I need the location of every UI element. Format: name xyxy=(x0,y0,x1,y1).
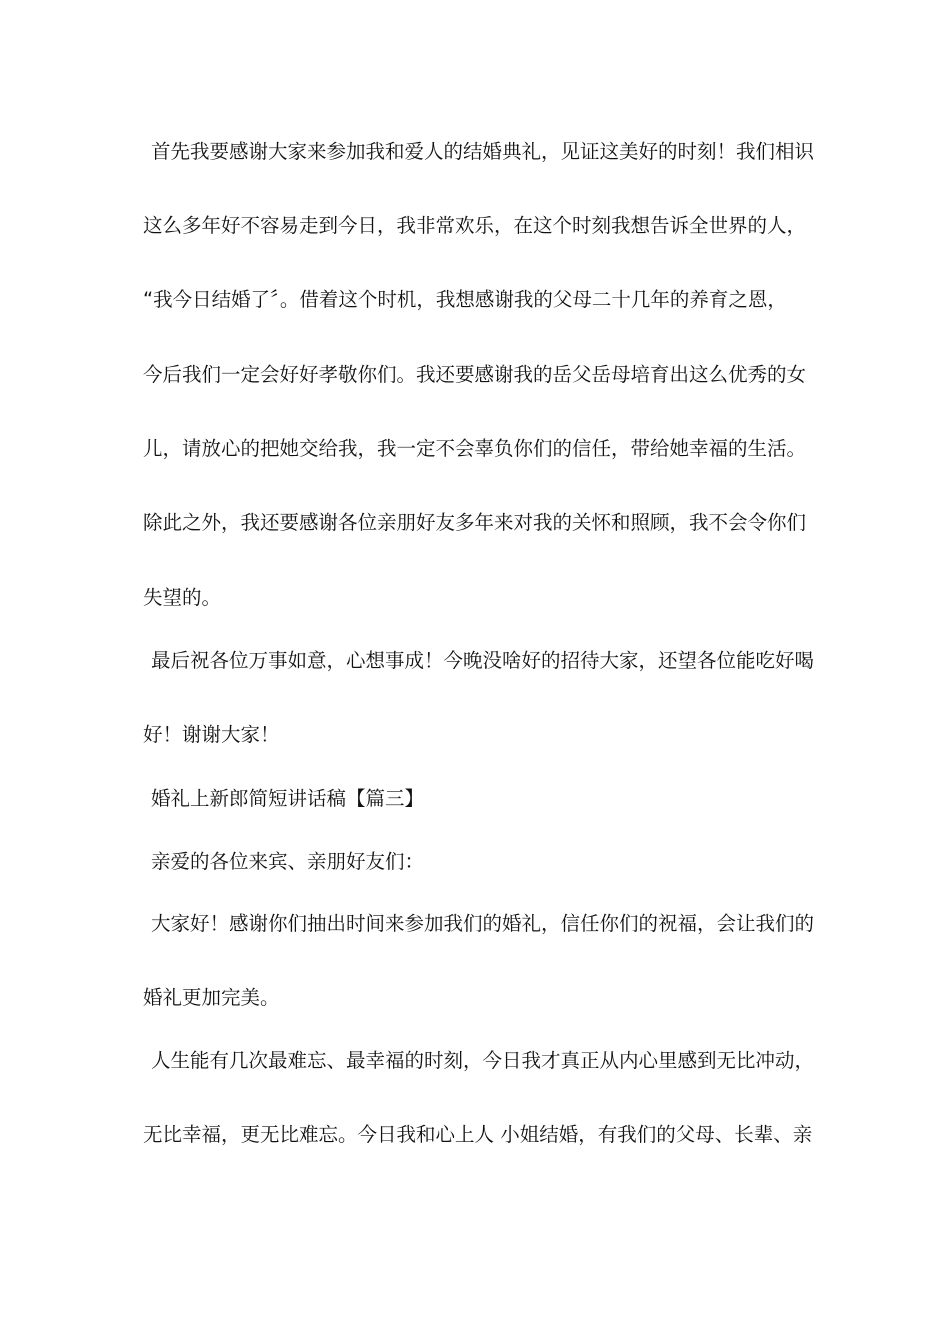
paragraph-line: 人生能有几次最难忘、最幸福的时刻，今日我才真正从内心里感到无比冲动， xyxy=(151,1049,815,1072)
paragraph-line: 婚礼更加完美。 xyxy=(143,986,280,1009)
paragraph-line: 儿，请放心的把她交给我，我一定不会辜负你们的信任，带给她幸福的生活。 xyxy=(143,437,807,460)
paragraph-line: 最后祝各位万事如意，心想事成！今晚没啥好的招待大家，还望各位能吃好喝 xyxy=(151,649,815,672)
paragraph-line: 这么多年好不容易走到今日，我非常欢乐，在这个时刻我想告诉全世界的人， xyxy=(143,214,807,237)
greeting-line: 亲爱的各位来宾、亲朋好友们： xyxy=(151,850,425,873)
paragraph-line: “我今日结婚了〞。借着这个时机，我想感谢我的父母二十几年的养育之恩， xyxy=(143,288,787,311)
paragraph-line: 好！谢谢大家！ xyxy=(143,723,280,746)
paragraph-line: 除此之外，我还要感谢各位亲朋好友多年来对我的关怀和照顾，我不会令你们 xyxy=(143,511,807,534)
paragraph-line: 大家好！感谢你们抽出时间来参加我们的婚礼，信任你们的祝福，会让我们的 xyxy=(151,912,815,935)
paragraph-line: 首先我要感谢大家来参加我和爱人的结婚典礼，见证这美好的时刻！我们相识 xyxy=(151,140,815,163)
section-heading: 婚礼上新郎简短讲话稿【篇三】 xyxy=(151,787,425,810)
paragraph-line: 今后我们一定会好好孝敬你们。我还要感谢我的岳父岳母培育出这么优秀的女 xyxy=(143,363,807,386)
paragraph-line: 无比幸福，更无比难忘。今日我和心上人 小姐结婚，有我们的父母、长辈、亲 xyxy=(143,1123,813,1146)
paragraph-line: 失望的。 xyxy=(143,586,222,609)
